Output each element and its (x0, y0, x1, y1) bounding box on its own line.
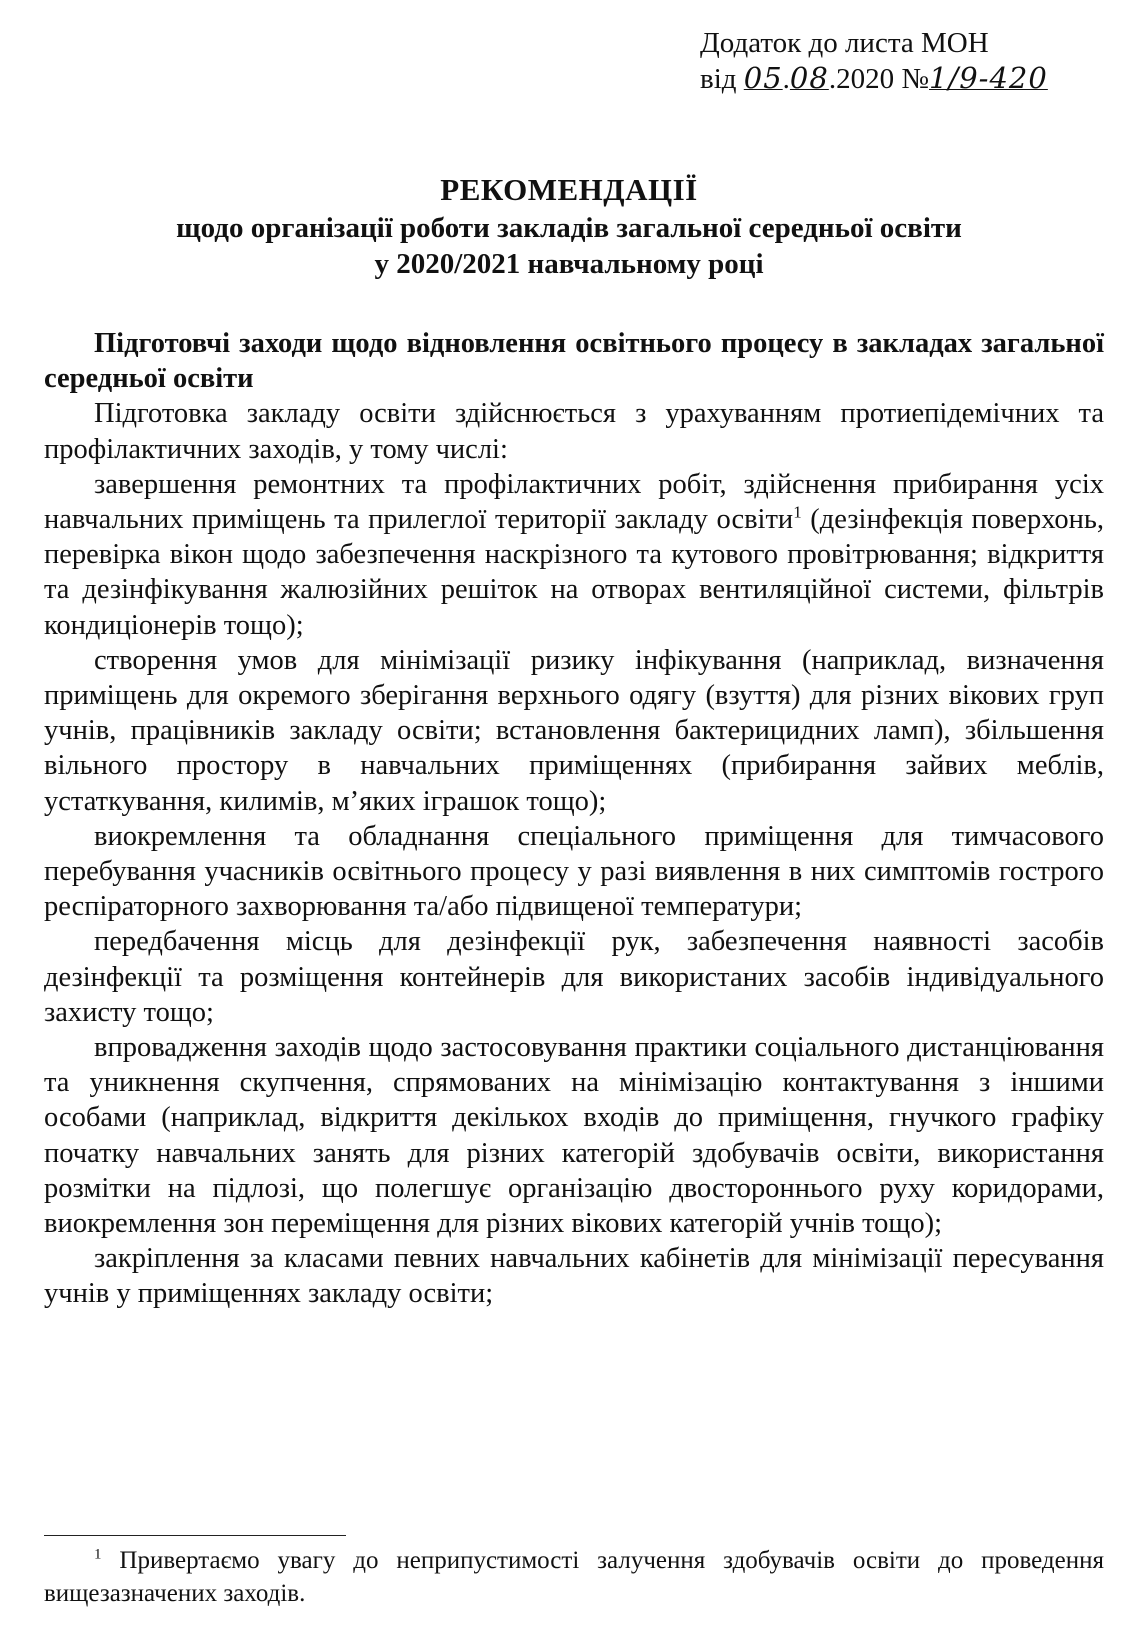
paragraph-4: передбачення місць для дезінфекції рук, забезпечення наявності засобів дезінфекції та розміщення контейнерів для використаних засобів індивідуального захисту тощо; (44, 926, 1104, 1028)
paragraph-3: виокремлення та обладнання спеціального приміщення для тимчасового перебування учасників освітнього процесу у разі виявлення в них симптомів гострого респіраторного захворювання та/або підвищеної температури; (44, 820, 1104, 923)
paragraph-6: закріплення за класами певних навчальних кабінетів для мінімізації пересування учнів у приміщеннях закладу освіти; (44, 1243, 1104, 1310)
paragraph-1-text: завершення ремонтних та профілактичних робіт, здійснення прибирання усіх навчальних приміщень та прилеглої території закладу освіти (44, 468, 1104, 536)
footnote-divider (44, 1535, 346, 1536)
footnote-text: Привертаємо увагу до неприпустимості залучення здобувачів освіти до проведення вищезазначених заходів. (44, 1547, 1104, 1607)
handwritten-day: 05 (743, 61, 783, 95)
date-separator: . (782, 63, 790, 95)
paragraph-5: впровадження заходів щодо застосовування практики соціального дистанціювання та уникнення скупчення, спрямованих на мінімізацію контактування з іншими особами (наприклад, відкриття декількох входів до приміщення, гнучкого графіку початку навчальних занять для різних категорій здобувачів освіти, використання розмітки на підлозі, що полегшує організацію двостороннього руху коридорами, виокремлення зон переміщення для різних вікових категорій учнів тощо); (44, 1032, 1104, 1240)
paragraph-1-text-cont: (дезінфекція поверхонь, перевірка вікон щодо забезпечення наскрізного та кутового провітрювання; відкриття та дезінфікування жалюзійних решіток на отворах вентиляційної системи, фільтрів кондиціонерів тощо); (44, 504, 1104, 641)
document-subtitle-line-2: у 2020/2021 навчальному році (374, 248, 764, 280)
footnote-reference: 1 (793, 502, 802, 522)
paragraph-intro: Підготовка закладу освіти здійснюється з урахуванням протиепідемічних та профілактичних заходів, у тому числі: (44, 398, 1104, 465)
paragraph-2: створення умов для мінімізації ризику інфікування (наприклад, визначення приміщень для окремого зберігання верхнього одягу (взуття) для різних вікових груп учнів, працівників закладу освіти; встановлення бактерицидних ламп), збільшення вільного простору в навчальних приміщеннях (прибирання зайвих меблів, устаткування, килимів, м’яких іграшок тощо); (44, 644, 1104, 817)
appendix-line-2 (700, 61, 1120, 97)
footnote-marker: 1 (94, 1546, 102, 1563)
appendix-note (700, 26, 1120, 97)
section-heading: Підготовчі заходи щодо відновлення освітнього процесу в закладах загальної середньої освіти (44, 328, 1104, 395)
document-body (44, 326, 1104, 1312)
handwritten-letter-number: 1/9-420 (929, 61, 1048, 95)
document-subtitle-line-1: щодо організації роботи закладів загальної середньої освіти (176, 212, 962, 244)
document-title-block (0, 170, 1138, 282)
appendix-line-1: Додаток до листа МОН (700, 27, 989, 59)
document-title: РЕКОМЕНДАЦІЇ (440, 172, 698, 207)
appendix-year-number-label: .2020 № (828, 63, 929, 95)
paragraph-1 (44, 467, 1104, 643)
footnote (44, 1544, 1104, 1610)
appendix-date-prefix: від (700, 63, 744, 95)
handwritten-month: 08 (789, 61, 829, 95)
